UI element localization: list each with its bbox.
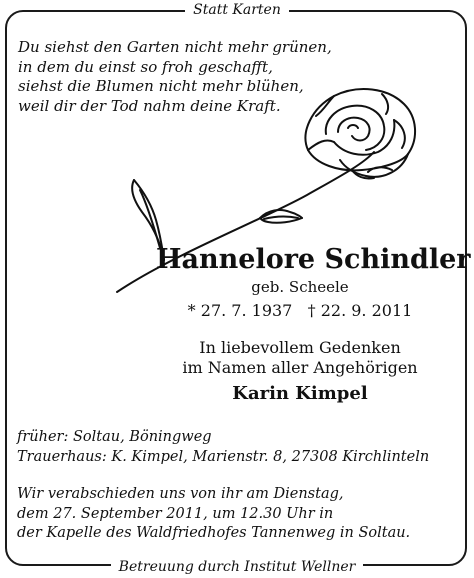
funeral-line: Wir verabschieden uns von ihr am Dienstag,: [17, 486, 344, 502]
footer-label: [0, 558, 474, 576]
memorial-line: im Namen aller Angehörigen: [182, 357, 418, 377]
poem-line: Du siehst den Garten nicht mehr grünen,: [18, 38, 332, 56]
life-dates: [160, 300, 440, 322]
poem-line: weil dir der Tod nahm deine Kraft.: [18, 96, 281, 115]
birth-name: geb. Scheele: [251, 278, 349, 296]
residence-info: [17, 428, 429, 467]
poem-line: siehst die Blumen nicht mehr blühen,: [18, 77, 304, 95]
poem-line: in dem du einst so froh geschafft,: [18, 57, 273, 76]
birth-date: * 27. 7. 1937: [187, 301, 293, 320]
funeral-line: dem 27. September 2011, um 12.30 Uhr in: [17, 505, 334, 522]
header-label-text: Statt Karten: [185, 2, 289, 18]
funeral-info: [17, 485, 410, 544]
mourner-name: Karin Kimpel: [232, 383, 368, 404]
deceased-name: Hannelore Schindler: [156, 244, 471, 275]
residence-line: früher: Soltau, Böningweg: [17, 429, 212, 445]
funeral-line: der Kapelle des Waldfriedhofes Tannenweg in Soltau.: [17, 525, 411, 541]
footer-label-text: Betreuung durch Institut Wellner: [111, 559, 364, 575]
memorial-line: In liebevollem Gedenken: [199, 338, 401, 357]
residence-line: Trauerhaus: K. Kimpel, Marienstr. 8, 27308 Kirchlinteln: [17, 448, 430, 465]
memorial-text: [160, 338, 440, 377]
header-label: [0, 1, 474, 19]
death-date: † 22. 9. 2011: [307, 301, 413, 320]
